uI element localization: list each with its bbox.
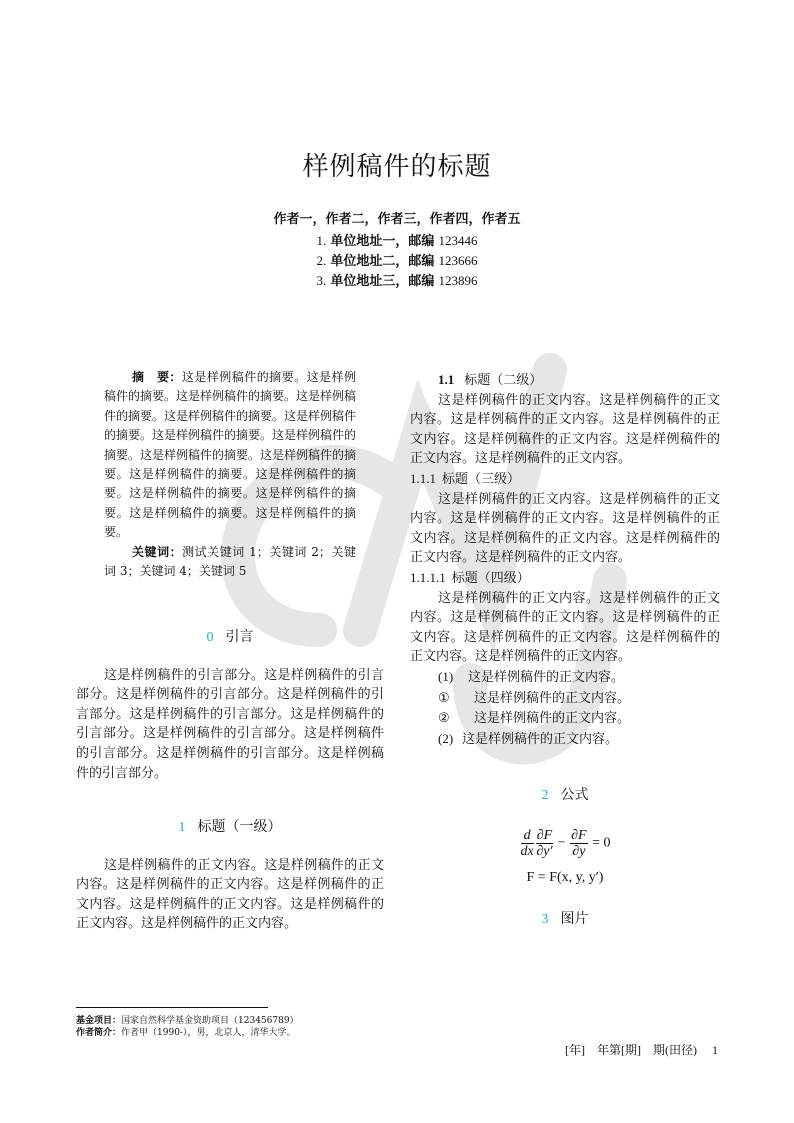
subsection-number: 1.1: [438, 372, 455, 387]
abstract-text: 这是样例稿件的摘要。这是样例稿件的摘要。这是样例稿件的摘要。这是样例稿件的摘要。这是样例稿件的摘要。这是样例稿件的摘要。这是样例稿件的摘要。这是样例稿件的摘要。这是样例稿件的摘要。这是样例稿件的摘要。这是样例稿件的摘要。这是样例稿件的摘要。这是样例稿件的摘要。这是样例稿件的摘要。这是样例稿件的摘要。这是样例稿件的摘要。: [104, 370, 357, 540]
frac-denominator: ∂y: [572, 844, 586, 859]
list-item: [410, 667, 720, 688]
section-number: 0: [206, 630, 214, 645]
subsubsection-number: 1.1.1: [410, 470, 436, 486]
author-list: 作者一，作者二，作者三，作者四，作者五: [273, 212, 521, 227]
list-item: [410, 688, 720, 709]
affiliation-3: [0, 270, 794, 289]
abstract-paragraph: [104, 368, 356, 543]
section-heading: [76, 628, 384, 648]
list-marker: (2): [438, 730, 454, 746]
keywords-paragraph: [104, 543, 356, 582]
footnote-rule: [76, 1007, 268, 1008]
frac-numerator: ∂F: [571, 828, 587, 843]
author-text: 作者甲（1990-），男，北京人，清华大学。: [121, 1028, 296, 1038]
body-paragraph: 这是样例稿件的正文内容。这是样例稿件的正文内容。这是样例稿件的正文内容。这是样例稿件的正文内容。这是样例稿件的正文内容。这是样例稿件的正文内容。这是样例稿件的正文内容。: [76, 857, 384, 932]
list-marker: (1): [438, 668, 454, 684]
section-heading: [410, 910, 720, 930]
affiliation-num: 1.: [316, 233, 327, 248]
body-paragraph: 这是样例稿件的正文内容。这是样例稿件的正文内容。这是样例稿件的正文内容。这是样例稿件的正文内容。这是样例稿件的正文内容。这是样例稿件的正文内容。这是样例稿件的正文内容。: [410, 392, 720, 467]
section-intro: [76, 628, 384, 783]
section-heading: [410, 786, 720, 806]
frac-denominator: dx: [520, 844, 534, 859]
affiliation-code: 123446: [438, 233, 478, 248]
affiliation-code: 123666: [438, 253, 478, 268]
frac-numerator: ∂F: [536, 828, 553, 843]
section-number: 3: [541, 912, 549, 927]
paragraph-number: 1.1.1.1: [410, 569, 446, 585]
affiliation-num: 2.: [316, 253, 327, 268]
fund-text: 国家自然科学基金资助项目（123456789）: [121, 1016, 299, 1026]
right-column: [410, 370, 720, 749]
fraction-d-dx: [521, 828, 534, 859]
list-text: 这是样例稿件的正文内容。: [474, 690, 631, 706]
abstract-block: [104, 368, 356, 581]
fraction-dF-dy: [570, 828, 587, 859]
fraction-dF-dyprime: [536, 828, 553, 859]
list-text: 这是样例稿件的正文内容。: [462, 731, 619, 747]
section-3: [410, 910, 720, 930]
section-number: 1: [178, 820, 186, 835]
equation-rhs: = 0: [592, 835, 611, 851]
equation-1: [410, 828, 720, 859]
body-paragraph: 这是样例稿件的正文内容。这是样例稿件的正文内容。这是样例稿件的正文内容。这是样例稿件的正文内容。这是样例稿件的正文内容。这是样例稿件的正文内容。这是样例稿件的正文内容。: [410, 590, 720, 665]
paper-title: 样例稿件的标题: [302, 152, 492, 182]
footnote-author: [76, 1025, 295, 1038]
subsection-heading: [410, 370, 720, 391]
list-marker: ②: [438, 710, 450, 726]
author-label: 作者简介：: [76, 1028, 122, 1038]
subsubsection-heading: [410, 469, 720, 490]
section-1: [76, 818, 384, 934]
affiliation-code: 123896: [438, 273, 478, 288]
frac-numerator: d: [521, 828, 534, 844]
affiliation-num: 3.: [316, 273, 327, 288]
section-title: 引言: [225, 629, 254, 645]
list-text: 这是样例稿件的正文内容。: [474, 711, 631, 727]
section-heading: [76, 818, 384, 838]
section-title: 公式: [560, 787, 589, 803]
section-number: 2: [541, 788, 549, 803]
minus-sign: −: [557, 835, 566, 851]
list-text: 这是样例稿件的正文内容。: [468, 669, 625, 685]
equation-2: F = F(x, y, y′): [526, 870, 604, 885]
affiliation-text: 单位地址一，邮编: [330, 234, 435, 249]
paragraph-heading: [410, 568, 720, 589]
section-title: 标题（一级）: [197, 819, 282, 835]
list-item: [410, 729, 720, 750]
paragraph-title: 标题（四级）: [451, 570, 530, 586]
list-marker: ①: [438, 689, 450, 705]
body-paragraph: 这是样例稿件的正文内容。这是样例稿件的正文内容。这是样例稿件的正文内容。这是样例稿件的正文内容。这是样例稿件的正文内容。这是样例稿件的正文内容。这是样例稿件的正文内容。: [410, 491, 720, 566]
frac-denominator: ∂y′: [536, 844, 553, 859]
page-footer: [年] 年第[期] 期(田径) 1: [565, 1043, 718, 1057]
keywords-text: 测试关键词 1；关键词 2；关键词 3；关键词 4；关键词 5: [104, 544, 356, 579]
affiliation-1: [0, 230, 794, 249]
affiliation-text: 单位地址三，邮编: [330, 274, 435, 289]
affiliation-text: 单位地址二，邮编: [330, 254, 435, 269]
abstract-label: 摘 要：: [132, 370, 182, 384]
subsubsection-title: 标题（三级）: [442, 471, 521, 487]
fund-label: 基金项目：: [76, 1016, 122, 1026]
subsection-title: 标题（二级）: [464, 373, 543, 388]
list-item: [410, 708, 720, 729]
intro-paragraph: 这是样例稿件的引言部分。这是样例稿件的引言部分。这是样例稿件的引言部分。这是样例稿件的引言部分。这是样例稿件的引言部分。这是样例稿件的引言部分。这是样例稿件的引言部分。这是样例稿件的引言部分。这是样例稿件的引言部分。这是样例稿件的引言部分。: [76, 667, 384, 781]
affiliation-2: [0, 250, 794, 269]
keywords-label: 关键词：: [132, 544, 183, 559]
section-title: 图片: [560, 911, 589, 927]
section-2: [410, 786, 720, 806]
